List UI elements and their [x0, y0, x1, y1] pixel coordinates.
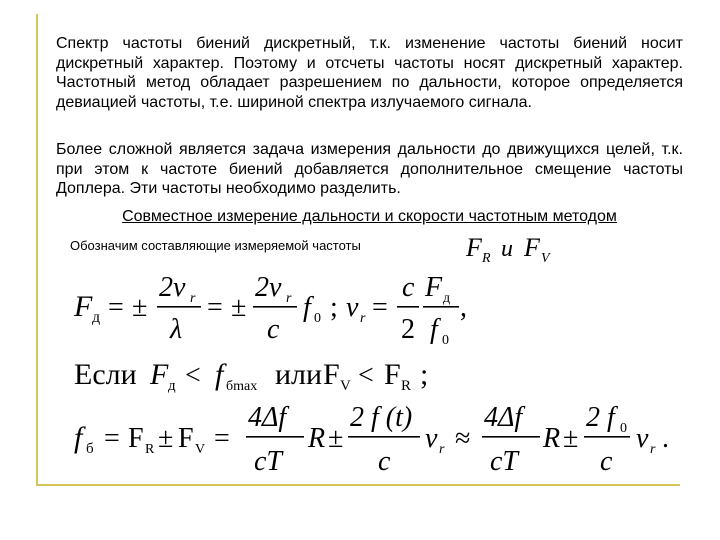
svg-text:±: ±	[132, 292, 148, 323]
svg-text:c: c	[267, 314, 280, 345]
svg-text:=: =	[214, 423, 230, 454]
svg-text:F: F	[178, 423, 194, 454]
svg-text:v: v	[346, 292, 359, 323]
svg-text:≈: ≈	[455, 423, 471, 454]
svg-text:R: R	[308, 423, 326, 454]
paragraph-moving-targets: Более сложной является задача измерения дальности до движущихся целей, т.к. при этом к частоте биений добавляется дополнительное смещение частоты Доплера. Эти частоты необходимо разделить.	[56, 141, 683, 197]
svg-text:<: <	[185, 360, 201, 391]
svg-text:c: c	[378, 446, 391, 477]
svg-text:v: v	[425, 423, 438, 454]
svg-text:и: и	[501, 236, 513, 262]
svg-text:r: r	[650, 442, 656, 457]
svg-text:д: д	[92, 309, 101, 326]
svg-text:R: R	[401, 378, 412, 394]
formula-condition	[74, 358, 428, 394]
svg-text:.: .	[662, 423, 669, 454]
svg-text:r: r	[439, 442, 445, 457]
svg-text:F: F	[128, 423, 144, 454]
svg-text:=: =	[104, 423, 120, 454]
svg-text:б: б	[86, 441, 94, 457]
svg-text:F: F	[323, 358, 340, 391]
svg-text:=: =	[108, 292, 124, 323]
svg-text:r: r	[360, 311, 366, 326]
svg-text:F: F	[425, 272, 443, 303]
svg-text:V: V	[541, 251, 550, 266]
svg-text:2 f (t): 2 f (t)	[350, 402, 413, 433]
svg-text:λ: λ	[170, 314, 183, 345]
svg-text:2v: 2v	[255, 272, 282, 303]
svg-text:±: ±	[231, 292, 247, 323]
fraction-bar	[423, 306, 459, 308]
svg-text:±: ±	[563, 423, 579, 454]
svg-text:д: д	[443, 291, 451, 306]
svg-text:2 f: 2 f	[586, 402, 615, 433]
svg-text:R: R	[543, 423, 561, 454]
svg-text:V: V	[195, 442, 206, 457]
svg-text:r: r	[286, 291, 292, 306]
svg-text:д: д	[168, 378, 176, 394]
svg-text:4Δf: 4Δf	[484, 402, 523, 433]
svg-text:cT: cT	[490, 446, 518, 477]
svg-text:r: r	[190, 291, 196, 306]
svg-text:2v: 2v	[159, 272, 186, 303]
svg-text:f: f	[430, 314, 438, 345]
svg-text:бmax: бmax	[226, 379, 258, 394]
svg-text:F: F	[466, 233, 482, 262]
svg-text:c: c	[600, 446, 613, 477]
formula-doppler	[73, 272, 467, 348]
fraction-bar	[246, 436, 304, 438]
svg-text:,: ,	[460, 292, 467, 323]
svg-text:;: ;	[420, 358, 429, 391]
svg-text:V: V	[340, 378, 351, 394]
svg-text:;: ;	[330, 292, 338, 323]
fraction-bar	[253, 306, 297, 308]
section-subtitle: Совместное измерение дальности и скорости частотным методом	[122, 208, 617, 225]
formula-components	[465, 233, 551, 266]
fraction-bar	[482, 436, 540, 438]
svg-text:R: R	[145, 442, 155, 457]
fraction-bar	[157, 306, 201, 308]
svg-text:=: =	[372, 292, 388, 323]
fraction-bar	[348, 436, 420, 438]
svg-text:±: ±	[328, 423, 344, 454]
svg-text:c: c	[402, 272, 415, 303]
svg-text:v: v	[636, 423, 649, 454]
svg-text:или: или	[275, 358, 323, 391]
svg-text:<: <	[358, 360, 374, 391]
fraction-bar	[397, 306, 419, 308]
paragraph-spectrum: Спектр частоты биений дискретный, т.к. изменение частоты биений носит дискретный характер. Поэтому и отсчеты частоты носят дискретный характер. Частотный метод обладает разрешением по дальности, которое определяется девиацией частоты, т.е. шириной спектра излучаемого сигнала.	[56, 35, 683, 111]
svg-text:f: f	[74, 421, 83, 454]
svg-text:f: f	[303, 292, 311, 323]
svg-text:4Δf: 4Δf	[248, 402, 287, 433]
svg-text:cT: cT	[254, 446, 282, 477]
svg-text:f: f	[215, 358, 224, 391]
svg-text:0: 0	[620, 421, 627, 436]
svg-text:0: 0	[314, 311, 321, 326]
svg-text:Если: Если	[74, 358, 137, 391]
svg-text:±: ±	[158, 423, 174, 454]
fraction-bar	[584, 436, 630, 438]
svg-text:R: R	[482, 251, 491, 266]
svg-text:2: 2	[401, 314, 415, 345]
svg-text:=: =	[207, 292, 223, 323]
svg-text:F: F	[150, 358, 169, 391]
note-components: Обозначим составляющие измеряемой частоты	[70, 238, 361, 253]
svg-text:F: F	[74, 290, 93, 323]
svg-text:F: F	[384, 358, 401, 391]
svg-text:F: F	[524, 233, 540, 262]
formula-beat	[74, 402, 669, 477]
svg-text:0: 0	[442, 333, 449, 348]
